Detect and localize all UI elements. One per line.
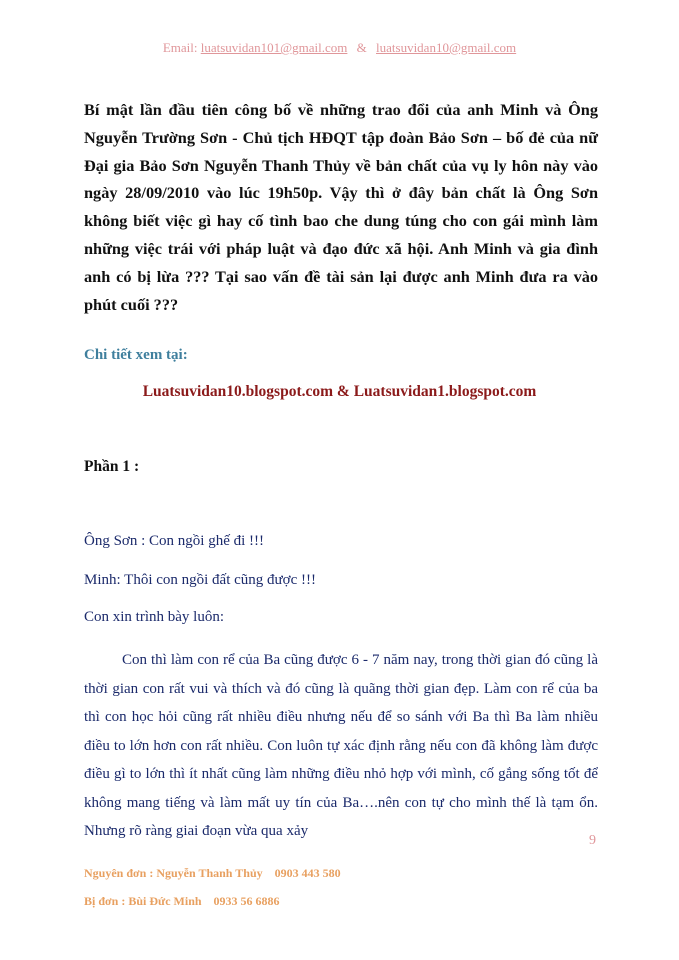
blog-links: Luatsuvidan10.blogspot.com & Luatsuvidan1.blogspot.com [142, 383, 537, 400]
footer-defendant [84, 894, 280, 909]
plaintiff-label: Nguyên đơn : Nguyễn Thanh Thủy [84, 866, 263, 880]
plaintiff-phone: 0903 443 580 [274, 866, 341, 880]
email-separator: & [356, 40, 367, 55]
defendant-label: Bị đơn : Bùi Đức Minh [84, 894, 202, 908]
email-prefix: Email: [162, 40, 198, 55]
headline-paragraph: Bí mật lần đầu tiên công bố về những trao đổi của anh Minh và Ông Nguyễn Trường Sơn - Chủ tịch HĐQT tập đoàn Bảo Sơn – bố đẻ của nữ Đại gia Bảo Sơn Nguyễn Thanh Thủy về bản chất của vụ ly hôn này vào ngày 28/09/2010 vào lúc 19h50p. Vậy thì ở đây bản chất là Ông Sơn không biết việc gì hay cố tình bao che dung túng cho con gái mình làm những việc trái với pháp luật và đạo đức xã hội. Anh Minh và gia đình anh có bị lừa ??? Tại sao vấn đề tài sản lại được anh Minh đưa ra vào phút cuối ??? [84, 100, 598, 314]
page-number: 9 [589, 833, 596, 848]
dialog-line-intro: Con xin trình bày luôn: [84, 609, 224, 625]
dialog-line-son: Ông Sơn : Con ngồi ghế đi !!! [84, 533, 265, 549]
dialog-line-minh: Minh: Thôi con ngồi đất cũng được !!! [84, 572, 316, 588]
body-paragraph: Con thì làm con rể của Ba cũng được 6 - 7 năm nay, trong thời gian đó cũng là thời gian con rất vui và thích và đó cũng là quãng thời gian đẹp. Làm con rể của ba thì con học hỏi cũng rất nhiều điều nhưng nếu để so sánh với Ba thì Ba làm nhiều điều to lớn hơn con rất nhiều. Con luôn tự xác định rằng nếu con đã không làm được điều gì to lớn thì ít nhất cũng làm những điều nhỏ hợp với mình, cố gắng sống tốt để không mang tiếng và làm mất uy tín của Ba….nên con tự cho mình thế là tạm ổn. Nhưng rõ ràng giai đoạn vừa qua xảy [84, 652, 598, 839]
email-link-2[interactable]: luatsuvidan10@gmail.com [376, 40, 517, 55]
part-title: Phần 1 : [84, 458, 140, 475]
footer-plaintiff [84, 866, 341, 881]
email-link-1[interactable]: luatsuvidan101@gmail.com [200, 40, 348, 55]
defendant-phone: 0933 56 6886 [213, 894, 280, 908]
detail-label: Chi tiết xem tại: [84, 347, 188, 363]
page-header [0, 40, 679, 56]
